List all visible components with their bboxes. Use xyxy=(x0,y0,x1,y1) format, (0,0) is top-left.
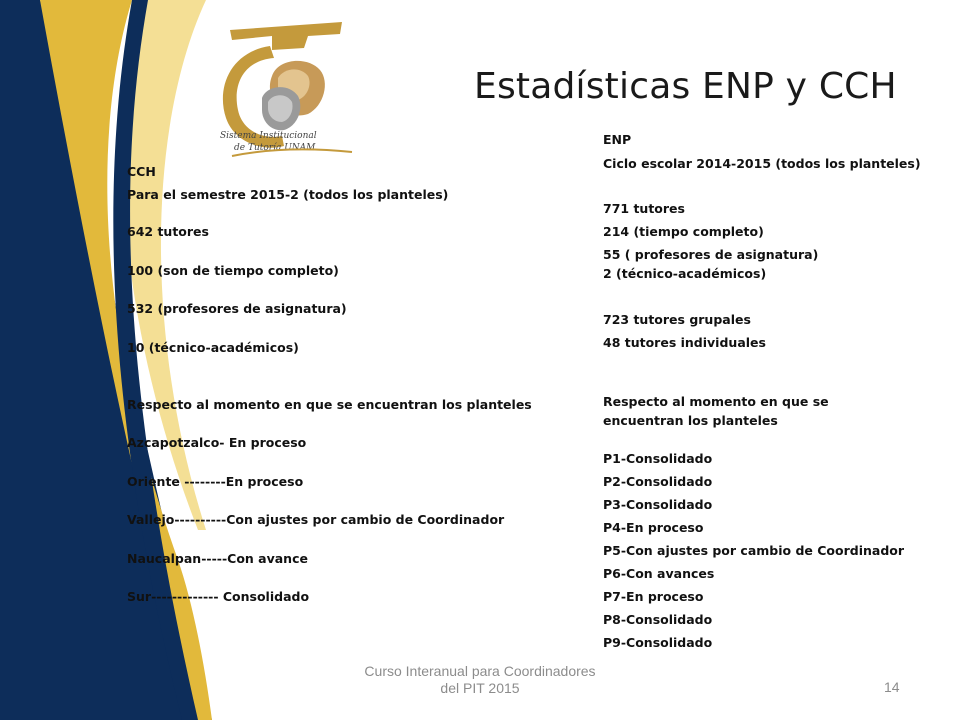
enp-campus-item: P4-En proceso xyxy=(603,520,704,535)
enp-campus-item: P8-Consolidado xyxy=(603,612,713,627)
page-number: 14 xyxy=(884,679,900,695)
enp-cycle: Ciclo escolar 2014-2015 (todos los planteles) xyxy=(603,156,921,171)
cch-technical-academics: 10 (técnico-académicos) xyxy=(127,340,299,355)
enp-status-intro: Respecto al momento en que se encuentran los planteles xyxy=(603,394,829,428)
enp-technical-academics: 2 (técnico-académicos) xyxy=(603,266,767,281)
tutoria-logo xyxy=(212,18,357,161)
logo-text-line1: Sistema Institucional xyxy=(220,131,317,141)
footer-course-title xyxy=(330,663,630,697)
cch-status-intro: Respecto al momento en que se encuentran los planteles xyxy=(127,397,532,412)
logo-text-line2: de Tutoría UNAM xyxy=(234,143,316,153)
cch-campus-item: Oriente --------En proceso xyxy=(127,474,304,489)
cch-campus-item: Azcapotzalco- En proceso xyxy=(127,435,307,450)
enp-campus-item: P9-Consolidado xyxy=(603,635,713,650)
enp-individual-tutors: 48 tutores individuales xyxy=(603,335,766,350)
cch-heading: CCH xyxy=(127,164,156,179)
enp-group-tutors: 723 tutores grupales xyxy=(603,312,751,327)
cch-full-time: 100 (son de tiempo completo) xyxy=(127,263,339,278)
enp-tutors: 771 tutores xyxy=(603,201,685,216)
enp-campus-item: P6-Con avances xyxy=(603,566,715,581)
enp-campus-item: P7-En proceso xyxy=(603,589,704,604)
enp-subject-professors: 55 ( profesores de asignatura) xyxy=(603,247,819,262)
cch-subject-professors: 532 (profesores de asignatura) xyxy=(127,301,347,316)
footer-line-1: Curso Interanual para Coordinadores xyxy=(364,663,596,679)
cch-semester: Para el semestre 2015-2 (todos los planteles) xyxy=(127,187,449,202)
enp-heading: ENP xyxy=(603,132,632,147)
cch-campus-item: Sur------------- Consolidado xyxy=(127,589,310,604)
cch-campus-item: Naucalpan-----Con avance xyxy=(127,551,308,566)
cch-campus-item: Vallejo----------Con ajustes por cambio de Coordinador xyxy=(127,512,505,527)
enp-campus-item: P2-Consolidado xyxy=(603,474,713,489)
footer-line-2: del PIT 2015 xyxy=(440,680,520,696)
enp-campus-item: P5-Con ajustes por cambio de Coordinador xyxy=(603,543,905,558)
enp-campus-item: P3-Consolidado xyxy=(603,497,713,512)
enp-full-time: 214 (tiempo completo) xyxy=(603,224,764,239)
slide-title: Estadísticas ENP y CCH xyxy=(474,66,897,107)
cch-tutors: 642 tutores xyxy=(127,224,209,239)
enp-campus-item: P1-Consolidado xyxy=(603,451,713,466)
